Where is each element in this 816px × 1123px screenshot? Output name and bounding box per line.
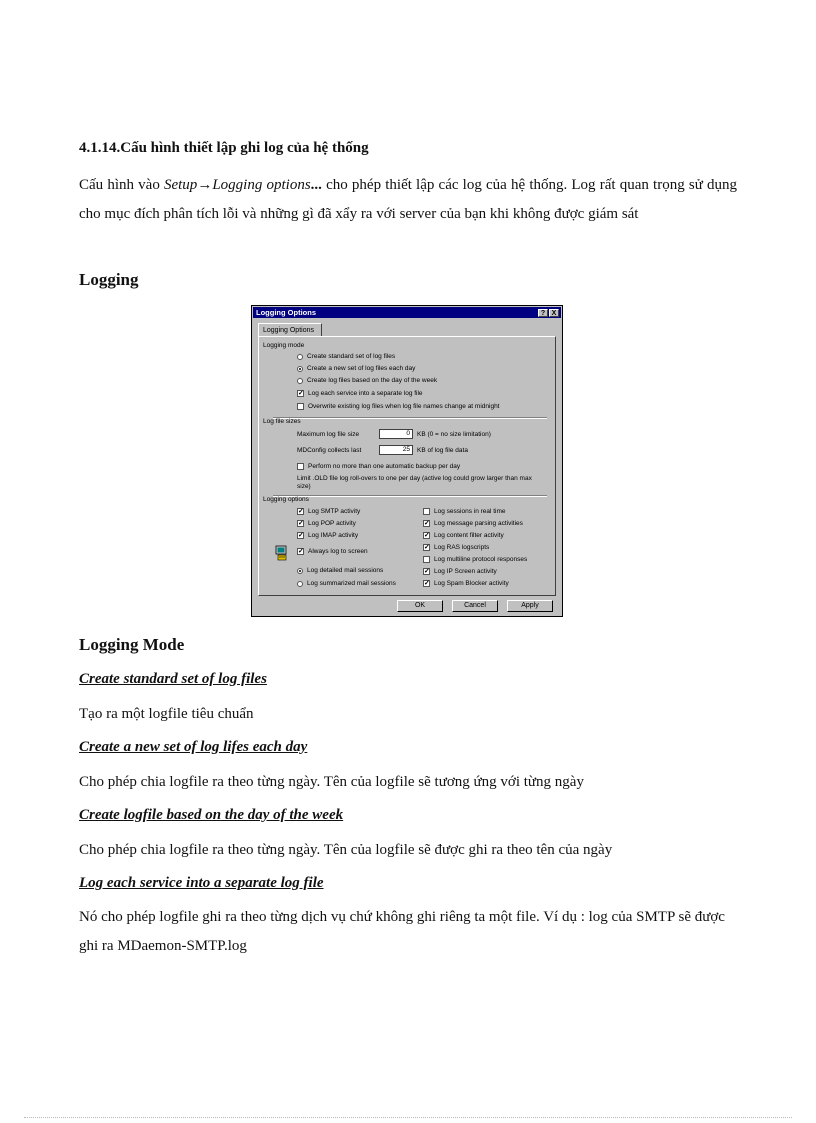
divider <box>273 495 547 497</box>
check-content-filter[interactable]: ✓ Log content filter activity <box>424 532 504 539</box>
dialog-title-bar <box>253 307 561 318</box>
mdconfig-label: MDConfig collects last <box>297 447 362 454</box>
check-realtime[interactable]: Log sessions in real time <box>423 508 506 515</box>
item-desc: Nó cho phép logfile ghi ra theo từng dịch vụ chứ không ghi riêng ta một file. Ví dụ : log của SMTP sẽ được ghi ra MDaemon-SMTP.log <box>79 909 725 954</box>
item-title: Create standard set of log files <box>79 671 267 687</box>
max-size-label: Maximum log file size <box>297 431 360 438</box>
radio-detailed-sessions[interactable]: Log detailed mail sessions <box>297 567 383 574</box>
logging-mode-heading: Logging Mode <box>79 635 185 654</box>
logging-heading: Logging <box>79 270 139 289</box>
radio-summarized-sessions[interactable]: Log summarized mail sessions <box>297 580 396 587</box>
max-size-unit: KB (0 = no size limitation) <box>417 431 491 438</box>
check-multiline[interactable]: Log multiline protocol responses <box>423 556 527 563</box>
ok-button[interactable]: OK <box>397 600 443 612</box>
check-ip-screen[interactable]: ✓ Log IP Screen activity <box>424 568 497 575</box>
intro-menu-item: Logging options <box>212 177 311 193</box>
log-file-sizes-group: Log file sizes <box>263 418 301 425</box>
check-overwrite-logs[interactable]: Overwrite existing log files when log file names change at midnight <box>297 403 500 410</box>
check-spam-blocker[interactable]: ✓ Log Spam Blocker activity <box>424 580 509 587</box>
mode-radio-day-of-week[interactable]: Create log files based on the day of the week <box>297 377 437 384</box>
intro-menu: Setup <box>163 177 198 193</box>
intro-arrow: → <box>197 177 213 193</box>
max-size-input[interactable]: 0 <box>379 429 413 439</box>
section-heading: 4.1.14.Cấu hình thiết lập ghi log của hệ thống <box>79 140 369 156</box>
divider <box>273 417 547 419</box>
check-backup-once[interactable]: Perform no more than one automatic backup per day <box>297 463 460 470</box>
mdconfig-unit: KB of log file data <box>417 447 468 454</box>
item-desc: Tạo ra một logfile tiêu chuẩn <box>79 706 254 722</box>
check-log-pop[interactable]: ✓ Log POP activity <box>298 520 356 527</box>
intro-prefix: Cấu hình vào <box>79 177 164 193</box>
computer-icon <box>275 545 289 561</box>
close-button[interactable]: X <box>549 309 559 317</box>
mode-radio-each-day[interactable]: Create a new set of log files each day <box>297 365 415 372</box>
dialog-title: Logging Options <box>256 308 316 317</box>
item-title: Log each service into a separate log file <box>79 875 324 891</box>
help-button[interactable]: ? <box>538 309 548 317</box>
mode-radio-standard[interactable]: Create standard set of log files <box>297 353 395 360</box>
check-ras-logscripts[interactable]: ✓ Log RAS logscripts <box>424 544 490 551</box>
item-title: Create logfile based on the day of the week <box>79 807 344 823</box>
tab-logging-options[interactable]: Logging Options <box>258 323 322 337</box>
intro-ellipsis: ... <box>310 177 322 193</box>
apply-button[interactable]: Apply <box>507 600 553 612</box>
logging-mode-group: Logging mode <box>263 342 305 349</box>
check-message-parsing[interactable]: ✓ Log message parsing activities <box>424 520 523 527</box>
mdconfig-input[interactable]: 25 <box>379 445 413 455</box>
tab-panel <box>258 336 556 596</box>
item-title: Create a new set of log lifes each day <box>79 739 308 755</box>
item-desc: Cho phép chia logfile ra theo từng ngày. Tên của logfile sẽ được ghi ra theo tên của ngày <box>79 842 613 858</box>
check-separate-log[interactable]: ✓ Log each service into a separate log file <box>298 390 423 397</box>
check-log-imap[interactable]: ✓ Log IMAP activity <box>298 532 359 539</box>
logging-options-dialog <box>251 305 563 617</box>
intro-rest: cho phép thiết lập các log của hệ thống. Log rất quan trọng sử dụng cho mục đích phân tích lỗi và những gì đã xẩy ra với server của bạn khi không được giám sát <box>79 177 737 222</box>
check-log-screen[interactable]: ✓ Always log to screen <box>298 548 368 555</box>
cancel-button[interactable]: Cancel <box>452 600 498 612</box>
intro-paragraph <box>79 171 737 229</box>
check-log-smtp[interactable]: ✓ Log SMTP activity <box>298 508 361 515</box>
limit-note: Limit .OLD file log roll-overs to one per day (active log could grow larger than max size) <box>297 475 532 490</box>
footer-divider <box>24 1117 792 1118</box>
item-desc: Cho phép chia logfile ra theo từng ngày. Tên của logfile sẽ tương ứng với từng ngày <box>79 774 584 790</box>
logging-options-group: Logging options <box>263 496 309 503</box>
